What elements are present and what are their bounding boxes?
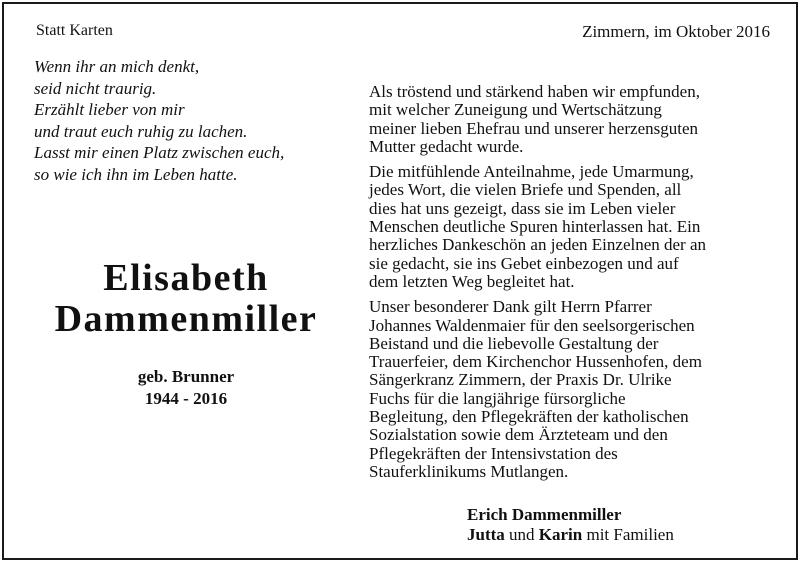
text-line: Sängerkranz Zimmern, der Praxis Dr. Ulrike <box>369 370 672 390</box>
text-line: Menschen deutliche Spuren hinterlassen hat. Ein <box>369 217 701 237</box>
text-line: Unser besonderer Dank gilt Herrn Pfarrer <box>369 297 652 317</box>
maiden-name: geb. Brunner <box>137 367 235 386</box>
deceased-first-name: Elisabeth <box>103 257 269 299</box>
deceased-block <box>26 258 346 410</box>
text-line: Trauerfeier, dem Kirchenchor Hussenhofen, dem <box>369 352 702 372</box>
thanks-text <box>369 76 769 488</box>
text-line: Johannes Waldenmaier für den seelsorgerischen <box>369 315 695 335</box>
text-line: jedes Wort, die vielen Briefe und Spenden, all <box>369 180 682 200</box>
text-line: dem letzten Weg begleitet hat. <box>369 271 575 291</box>
text-line: sie gedacht, sie ins Gebet einbezogen und auf <box>369 253 679 273</box>
poem-line: Wenn ihr an mich denkt, <box>34 57 200 76</box>
signer-name: Erich Dammenmiller <box>467 505 622 524</box>
life-dates: 1944 - 2016 <box>144 389 228 408</box>
poem-line: und traut euch ruhig zu lachen. <box>34 121 248 141</box>
poem <box>34 56 354 185</box>
text-line: Pflegekräften der Intensivstation des <box>369 443 618 463</box>
text-line: Die mitfühlende Anteilnahme, jede Umarmung, <box>369 162 694 182</box>
header-label: Statt Karten <box>36 22 113 39</box>
text-line: mit welcher Zuneigung und Wertschätzung <box>369 100 662 120</box>
text-line: Fuchs für die langjährige fürsorgliche <box>369 388 626 408</box>
poem-line: seid nicht traurig. <box>34 78 157 98</box>
poem-line: so wie ich ihn im Leben hatte. <box>34 164 238 184</box>
signature <box>467 505 674 545</box>
signature-connector: und <box>504 525 539 544</box>
text-line: Begleitung, den Pflegekräften der katholischen <box>369 407 689 427</box>
deceased-last-name: Dammenmiller <box>54 298 318 340</box>
signer-name: Karin <box>538 525 583 544</box>
signer-name: Jutta <box>467 525 505 544</box>
poem-line: Erzählt lieber von mir <box>34 100 185 119</box>
place-date: Zimmern, im Oktober 2016 <box>582 22 770 41</box>
text-line: herzliches Dankeschön an jeden Einzelnen der an <box>369 235 707 255</box>
signature-suffix: mit Familien <box>582 525 674 544</box>
text-line: dies hat uns gezeigt, dass sie im Leben vieler <box>369 198 676 218</box>
text-line: Sozialstation sowie dem Ärzteteam und den <box>369 425 668 445</box>
poem-line: Lasst mir einen Platz zwischen euch, <box>34 143 285 162</box>
text-line: Mutter gedacht wurde. <box>369 136 524 156</box>
text-line: meiner lieben Ehefrau und unserer herzensguten <box>369 118 698 138</box>
text-line: Beistand und die liebevolle Gestaltung der <box>369 333 659 353</box>
text-line: Als tröstend und stärkend haben wir empfunden, <box>369 82 700 101</box>
text-line: Stauferklinikums Mutlangen. <box>369 461 569 481</box>
